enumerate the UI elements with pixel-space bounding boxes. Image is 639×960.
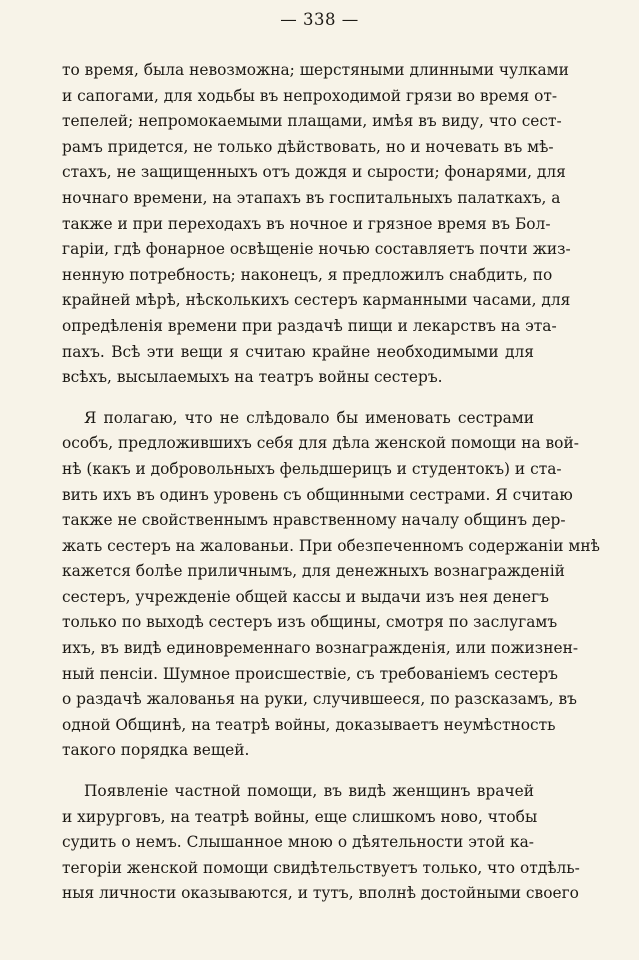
- paragraph-gap: [62, 764, 534, 779]
- page-number: — 338 —: [280, 10, 359, 29]
- text-line: жать сестеръ на жалованьи. При обезпеченномъ содержаніи мнѣ: [62, 536, 600, 555]
- paragraph-2: [62, 406, 600, 764]
- text-line: стахъ, не защищенныхъ отъ дождя и сырости; фонарями, для: [62, 163, 566, 182]
- paragraph-gap: [62, 391, 534, 406]
- text-line: также не свойственнымъ нравственному началу общинъ дер-: [62, 511, 566, 530]
- text-line: вить ихъ въ одинъ уровень съ общинными сестрами. Я считаю: [62, 485, 573, 504]
- text-line: о раздачѣ жалованья на руки, случившееся, по разсказамъ, въ: [62, 690, 577, 709]
- text-line: одной Общинѣ, на театрѣ войны, доказываетъ неумѣстность: [62, 715, 556, 734]
- text-line: кажется болѣе приличнымъ, для денежныхъ вознагражденій: [62, 562, 565, 581]
- text-line: крайней мѣрѣ, нѣсколькихъ сестеръ карманными часами, для: [62, 291, 571, 310]
- text-line: опредѣленія времени при раздачѣ пищи и лекарствъ на эта-: [62, 316, 557, 335]
- text-line: Появленіе частной помощи, въ видѣ женщинъ врачей: [84, 782, 534, 801]
- text-line: ночнаго времени, на этапахъ въ госпитальныхъ палаткахъ, а: [62, 188, 561, 207]
- text-line: ныя личности оказываются, и тутъ, вполнѣ достойными своего: [62, 884, 579, 903]
- text-line: тепелей; непромокаемыми плащами, имѣя въ виду, что сест-: [62, 112, 562, 131]
- text-line: рамъ придется, не только дѣйствовать, но и ночевать въ мѣ-: [62, 137, 554, 156]
- paragraph-1: [62, 58, 571, 391]
- text-line: пахъ. Всѣ эти вещи я считаю крайне необходимыми для: [62, 342, 534, 361]
- text-line: и хирурговъ, на театрѣ войны, еще слишкомъ ново, чтобы: [62, 807, 538, 826]
- text-line: сестеръ, учрежденіе общей кассы и выдачи изъ нея денегъ: [62, 587, 549, 606]
- text-line: гаріи, гдѣ фонарное освѣщеніе ночью составляетъ почти жиз-: [62, 240, 571, 259]
- paragraph-3: [62, 779, 580, 907]
- text-line: также и при переходахъ въ ночное и грязное время въ Бол-: [62, 214, 551, 233]
- text-line: всѣхъ, высылаемыхъ на театръ войны сестеръ.: [62, 368, 443, 387]
- text-line: и сапогами, для ходьбы въ непроходимой грязи во время от-: [62, 86, 558, 105]
- text-line: ненную потребность; наконецъ, я предложилъ снабдить, по: [62, 265, 553, 284]
- text-line: Я полагаю, что не слѣдовало бы именовать сестрами: [84, 408, 534, 427]
- text-line: только по выходѣ сестеръ изъ общины, смотря по заслугамъ: [62, 613, 558, 632]
- text-line: ихъ, въ видѣ единовременнаго вознагражденія, или пожизнен-: [62, 639, 579, 658]
- text-line: ный пенсіи. Шумное происшествіе, съ требованіемъ сестеръ: [62, 664, 558, 683]
- text-line: особъ, предложившихъ себя для дѣла женской помощи на вой-: [62, 434, 579, 453]
- text-line: тегоріи женской помощи свидѣтельствуетъ только, что отдѣль-: [62, 858, 580, 877]
- text-line: нѣ (какъ и добровольныхъ фельдшерицъ и студентокъ) и ста-: [62, 459, 562, 478]
- text-line: судить о немъ. Слышанное мною о дѣятельности этой ка-: [62, 833, 534, 852]
- text-line: то время, была невозможна; шерстяными длинными чулками: [62, 61, 569, 79]
- text-line: такого порядка вещей.: [62, 741, 250, 760]
- body-text: [62, 58, 600, 907]
